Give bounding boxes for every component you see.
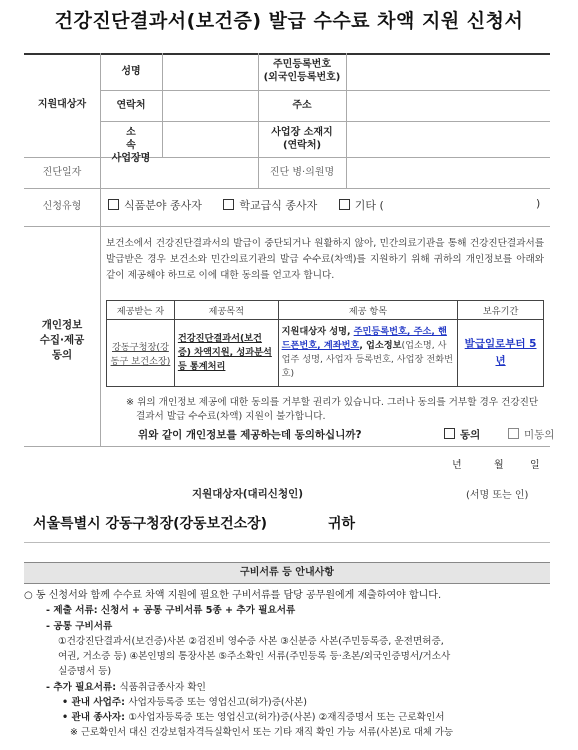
workplace-addr-label-line2: (연락처) — [282, 140, 322, 151]
apply-type-label: 신청유형 — [42, 201, 82, 212]
hospital-label: 진단 병·의원명 — [269, 167, 335, 178]
address-label: 주소 — [292, 100, 312, 111]
consent-label-line1: 개인정보 — [41, 319, 83, 331]
form-title: 건강진단결과서(보건증) 발급 수수료 차액 지원 신청서 — [54, 10, 524, 32]
hospital-field[interactable] — [347, 158, 549, 187]
disagree-option[interactable] — [508, 427, 554, 442]
workplace-label-line2: 사업장명 — [111, 153, 151, 164]
notice-common-line3: 실증명서 등) — [58, 666, 112, 677]
rrn-field[interactable] — [347, 54, 549, 89]
consent-question: 위와 같이 개인정보를 제공하는데 동의하십니까? — [138, 429, 362, 441]
notice-worker-title: • 관내 종사자: — [62, 712, 129, 723]
notice-header: 구비서류 등 안내사항 — [240, 567, 334, 578]
header-period: 보유기간 — [458, 301, 544, 320]
consent-note: ※ 위의 개인정보 제공에 대한 동의를 거부할 권리가 있습니다. 그러나 동의를 거부할 경우 건강진단결과서 발급 수수료(차액) 지원이 불가합니다. — [126, 397, 539, 422]
notice-header-bar — [24, 562, 550, 584]
notice-owner-title: • 관내 사업주: — [62, 697, 129, 708]
consent-label-line2: 수집·제공 — [39, 334, 85, 346]
header-purpose: 제공목적 — [174, 301, 278, 320]
consent-table-header — [107, 301, 544, 320]
signature-divider — [24, 542, 550, 543]
notice-extra — [46, 681, 206, 695]
notice-common-line1: ①건강진단결과서(보건증)사본 ②검진비 영수증 사본 ③신분증 사본(주민등록증, 운전면허증, — [58, 636, 444, 647]
workplace-addr-label — [258, 126, 346, 152]
addressee: 서울특별시 강동구청장(강동보건소장) — [33, 516, 268, 532]
rrn-label — [258, 58, 346, 84]
period-cell — [458, 320, 544, 387]
header-recipient: 제공받는 자 — [107, 301, 175, 320]
disagree-label: 미동의 — [524, 429, 555, 441]
option-other[interactable] — [339, 199, 384, 212]
notice-owner — [62, 696, 307, 710]
consent-description: 보건소에서 건강진단결과서의 발급이 중단되거나 원활하지 않아, 민간의료기관을 통해 건강진단결과서를 발급받은 경우 보건소와 민간의료기관의 발급 수수료(차액)를 지원하기 위해 귀하의 개인정보를 아래와 같이 제공해야 하므로 이에 대한 동의를 얻고자 합니다. — [106, 238, 544, 281]
items-cell — [278, 320, 458, 387]
apply-type-options — [108, 197, 384, 213]
notice-common-line2: 여권, 거소증 등) ④본인명의 통장사본 ⑤주소확인 서류(주민등록 등·초본/외국인증명서/거소사 — [58, 651, 451, 662]
notice-extra-title: - 추가 필요서류: — [46, 682, 120, 693]
notice-owner-rest: 사업자등록증 또는 영업신고(허가)증(사본) — [128, 697, 307, 708]
option-food-label: 식품분야 종사자 — [124, 199, 202, 212]
phone-field[interactable] — [163, 91, 257, 120]
option-food[interactable] — [108, 199, 202, 212]
name-label: 성명 — [121, 66, 141, 77]
items-part3: , 업소정보 — [359, 340, 402, 351]
header-items: 제공 항목 — [278, 301, 458, 320]
applicant-section-label: 지원대상자 — [37, 99, 87, 110]
period-text: 발급일로부터 5년 — [464, 338, 537, 367]
option-school-label: 학교급식 종사자 — [239, 199, 318, 212]
items-part2: 주민등록번호, 주소, 핸드폰번호, 계좌번호 — [281, 326, 447, 351]
date-month: 월 — [494, 460, 504, 471]
workplace-field[interactable] — [163, 122, 257, 156]
consent-table — [106, 300, 544, 387]
signer-label: 지원대상자(대리신청인) — [192, 488, 304, 500]
workplace-addr-label-line1: 사업장 소재지 — [271, 127, 333, 138]
items-part1: 지원대상자 성명, — [281, 326, 354, 337]
notice-common-title: - 공통 구비서류 — [46, 621, 113, 632]
notice-worker-note: ※ 근로확인서 대신 건강보험자격득실확인서 또는 기타 재직 확인 가능 서류(사본)로 대체 가능 — [70, 727, 454, 738]
agree-option[interactable] — [444, 427, 480, 442]
consent-question-row — [138, 427, 362, 442]
disagree-checkbox[interactable] — [508, 428, 519, 439]
option-school[interactable] — [223, 199, 317, 212]
date-day: 일 — [530, 460, 540, 471]
phone-label: 연락처 — [116, 100, 146, 111]
notice-worker-rest: ①사업자등록증 또는 영업신고(허가)증(사본) ②재직증명서 또는 근로확인서 — [128, 712, 445, 723]
items-part4: (업소명, 사업주 성명, 사업자 등록번호, 사업장 전화번호) — [281, 340, 453, 379]
purpose-cell — [174, 320, 278, 387]
row-line — [24, 226, 550, 227]
agree-checkbox[interactable] — [444, 428, 455, 439]
recipient-cell — [107, 320, 175, 387]
honorific: 귀하 — [328, 516, 356, 532]
recipient-text: 강동구청장(강동구 보건소장) — [110, 342, 171, 367]
consent-label-line3: 동의 — [51, 349, 73, 361]
address-field[interactable] — [347, 91, 549, 120]
consent-section-label — [24, 318, 100, 363]
exam-date-field[interactable] — [101, 158, 257, 187]
notice-submit: - 제출 서류: 신청서 + 공통 구비서류 5종 + 추가 필요서류 — [46, 605, 296, 616]
other-close-paren: ) — [536, 197, 541, 210]
row-line — [24, 188, 550, 189]
rrn-label-line2: (외국인등록번호) — [263, 72, 341, 83]
workplace-addr-field[interactable] — [347, 122, 549, 156]
consent-table-row — [107, 320, 544, 387]
checkbox-food[interactable] — [108, 199, 119, 210]
date-year: 년 — [452, 460, 462, 471]
agree-label: 동의 — [460, 429, 481, 441]
workplace-label-line1: 소 속 — [126, 127, 150, 151]
checkbox-school[interactable] — [223, 199, 234, 210]
exam-date-label: 진단일자 — [42, 167, 82, 178]
name-field[interactable] — [163, 54, 257, 89]
notice-worker — [62, 711, 445, 725]
option-other-label: 기타 ( — [354, 199, 384, 212]
purpose-text: 건강진단결과서(보건증) 차액지원, 성과분석 등 통계처리 — [177, 333, 272, 372]
rrn-label-line1: 주민등록번호 — [273, 59, 331, 70]
row-line — [24, 446, 550, 447]
sign-hint: (서명 또는 인) — [466, 490, 529, 501]
checkbox-other[interactable] — [339, 199, 350, 210]
notice-extra-rest: 식품취급종사자 확인 — [119, 682, 206, 693]
notice-intro: ○ 동 신청서와 함께 수수료 차액 지원에 필요한 구비서류를 담당 공무원에게 제출하여야 합니다. — [24, 590, 442, 601]
